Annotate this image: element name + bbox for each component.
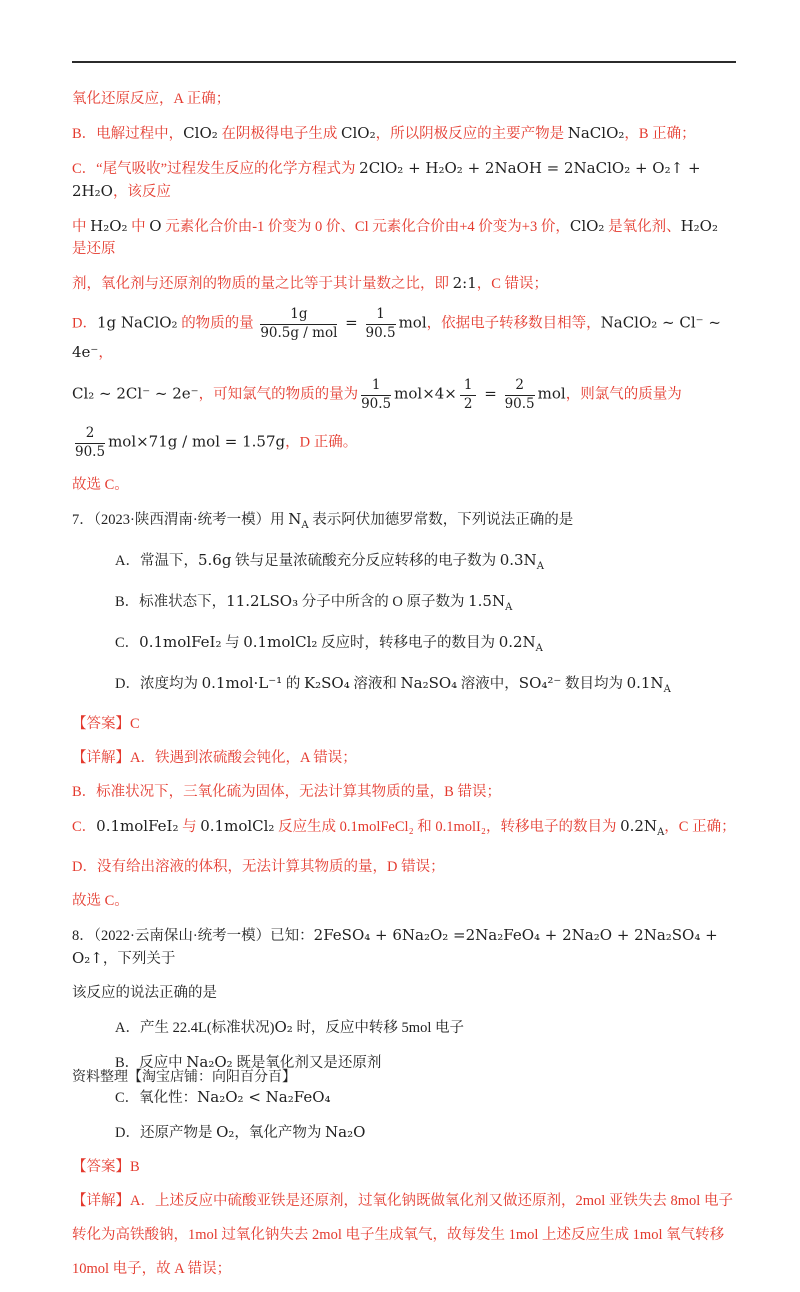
text-run: ClO₂ xyxy=(341,124,376,142)
text-run: ，可知氯气的物质的量为 xyxy=(198,386,359,403)
text-run: A xyxy=(657,827,665,839)
text-run: 0.1mol·L⁻¹ xyxy=(201,674,283,693)
text-run: ClO₂ xyxy=(183,124,218,142)
text-run: 1g NaClO₂ xyxy=(96,313,178,332)
q6-explain-a-end xyxy=(72,88,736,110)
text-run: B．反应中 xyxy=(115,1055,187,1072)
text-run: D．还原产物是 xyxy=(115,1125,217,1142)
text-run: mol xyxy=(398,313,427,332)
text-run: Na₂O₂ xyxy=(186,1053,233,1072)
text-run: ，下列关于 xyxy=(102,951,176,968)
fraction: $\frac{1}{2}$ xyxy=(460,378,477,412)
text-run: 2:1 xyxy=(452,274,477,292)
q7-option-a xyxy=(72,549,736,578)
text-run: K₂SO₄ xyxy=(303,674,350,693)
text-run: ，该反应 xyxy=(112,184,171,200)
q8-stem-line2 xyxy=(72,982,736,1004)
q7-explain-d xyxy=(72,856,736,878)
text-run: 【答案】C xyxy=(72,716,140,733)
text-run: B．标准状况下，三氧化硫为固体，无法计算其物质的量，B 错误； xyxy=(72,784,501,801)
text-run: 0.1molCl₂ xyxy=(200,817,275,836)
q8-explain-a-line3 xyxy=(72,1258,736,1280)
q6-explain-c-line1 xyxy=(72,157,736,203)
text-run: A xyxy=(301,520,309,532)
text-run: 元素化合价由-1 价变为 0 价、Cl 元素化合价由+4 价变为+3 价， xyxy=(161,219,570,235)
text-run: 剂，氧化剂与还原剂的物质的量之比等于其计量数之比，即 xyxy=(72,276,453,292)
text-run: ，C 正确； xyxy=(664,819,736,836)
q8-option-d xyxy=(72,1121,736,1144)
text-run: ，B 正确； xyxy=(624,126,696,142)
text-run: ，D 正确。 xyxy=(285,434,358,451)
text-run: 7．（2023·陕西渭南·统考一模）用 xyxy=(72,512,289,529)
text-run: H₂O₂ xyxy=(90,217,128,235)
q7-option-c xyxy=(72,631,736,660)
q7-conclusion xyxy=(72,890,736,912)
q7-explain-c xyxy=(72,815,736,844)
q8-explain-a-line1 xyxy=(72,1190,736,1212)
text-run: 反应时，转移电子的数目为 xyxy=(317,635,499,652)
text-run: 与 xyxy=(178,819,201,836)
text-run: Na₂SO₄ xyxy=(400,674,458,693)
text-run: 2ClO₂ + H₂O₂ + 2NaOH = 2NaClO₂ + O₂↑ + 2H₂O xyxy=(72,159,701,200)
q6-explain-c-line2 xyxy=(72,215,736,260)
text-run: A．产生 22.4L(标准状况) xyxy=(115,1020,275,1037)
text-run: B．电解过程中， xyxy=(72,126,184,142)
q8-option-c xyxy=(72,1086,736,1109)
text-run: A xyxy=(535,643,543,655)
q7-explain-b xyxy=(72,781,736,803)
text-run: 0.1N xyxy=(626,674,664,693)
text-run: ClO₂ xyxy=(569,217,605,235)
fraction: $\frac{2}{90.5}$ xyxy=(75,425,106,460)
text-run: 5.6g xyxy=(197,551,232,570)
text-run: ，则氯气的质量为 xyxy=(565,386,682,403)
text-run: 中 xyxy=(72,219,91,235)
q7-option-d xyxy=(72,672,736,701)
text-run: 1.5N xyxy=(468,592,506,611)
text-run: 氧化还原反应，A 正确； xyxy=(72,91,231,107)
text-run: ，依据电子转移数目相等， xyxy=(426,315,601,332)
text-run: 10mol 电子，故 A 错误； xyxy=(72,1261,232,1278)
q8-explain-a-line2 xyxy=(72,1224,736,1246)
text-run: A xyxy=(505,602,513,614)
text-run: 0.1molFeI₂ xyxy=(96,817,179,836)
q7-option-b xyxy=(72,590,736,619)
text-run: 铁与足量浓硫酸充分反应转移的电子数为 xyxy=(231,553,500,570)
q8-stem-line1 xyxy=(72,924,736,970)
text-run: 既是氧化剂又是还原剂 xyxy=(232,1055,382,1072)
text-run: 0.2N xyxy=(620,817,658,836)
text-run: 是氧化剂、 xyxy=(604,219,681,235)
text-run: 11.2LSO₃ xyxy=(226,592,299,611)
q8-option-a xyxy=(72,1016,736,1039)
text-run: mol×71g / mol = 1.57g xyxy=(108,432,286,451)
text-run: B．标准状态下， xyxy=(115,594,227,611)
q8-answer xyxy=(72,1156,736,1178)
text-run: 转化为高铁酸钠，1mol 过氧化钠失去 2mol 电子生成氧气，故每发生 1mol 上述反应生成 1mol 氧气转移 xyxy=(72,1227,725,1244)
text-run: 0.1molFeI₂ xyxy=(139,633,222,652)
text-run: 2FeSO₄ + 6Na₂O₂ =2Na₂FeO₄ + 2Na₂O + 2Na₂SO₄ + O₂↑ xyxy=(72,926,718,968)
text-run: D． xyxy=(72,315,97,332)
text-run: ， xyxy=(98,345,113,362)
text-run: 故选 C。 xyxy=(72,477,129,494)
text-run: Cl₂ ~ 2Cl⁻ ~ 2e⁻ xyxy=(72,384,199,403)
text-run: ，氧化产物为 xyxy=(234,1125,326,1142)
fraction: $\frac{1}{90.5}$ xyxy=(365,306,396,341)
fraction: $\frac{1}{90.5}$ xyxy=(361,377,392,412)
page-footer: 资料整理【淘宝店铺：向阳百分百】 xyxy=(72,1070,296,1085)
text-run: O xyxy=(149,217,162,235)
text-run: D．浓度均为 xyxy=(115,676,202,693)
text-run: 在阴极得电子生成 xyxy=(217,126,342,142)
document-body xyxy=(72,88,736,1292)
text-run: SO₄²⁻ xyxy=(518,674,562,693)
fraction: $\frac{2}{90.5}$ xyxy=(504,377,535,412)
text-run: NaClO₂ xyxy=(567,124,625,142)
text-run: = xyxy=(479,384,502,403)
text-run: mol×4× xyxy=(394,384,457,403)
text-run: H₂O₂ xyxy=(680,217,718,235)
text-run: ，C 错误； xyxy=(476,276,549,292)
text-run: O₂ xyxy=(216,1123,235,1142)
text-run: 【详解】A．铁遇到浓硫酸会钝化，A 错误； xyxy=(72,750,357,767)
q7-explain-a xyxy=(72,747,736,769)
text-run: 与 xyxy=(221,635,244,652)
text-run: 溶液中， xyxy=(457,676,519,693)
text-run: 的 xyxy=(282,676,304,693)
text-run: 时，反应中转移 5mol 电子 xyxy=(292,1020,464,1037)
text-run: 的物质的量 xyxy=(177,315,258,332)
text-run: mol xyxy=(537,384,566,403)
text-run: N xyxy=(288,510,302,529)
fraction: $\frac{1g}{\text{90.5g / mol}}$ xyxy=(260,306,338,341)
text-run: C．“尾气吸收”过程发生反应的化学方程式为 xyxy=(72,161,360,177)
text-run: Na₂O xyxy=(325,1123,366,1142)
q6-explain-b xyxy=(72,122,736,145)
text-run: A．常温下， xyxy=(115,553,198,570)
text-run: 数目均为 xyxy=(561,676,627,693)
text-run: 表示阿伏加德罗常数，下列说法正确的是 xyxy=(308,512,574,529)
header-rule xyxy=(72,61,736,63)
text-run: 0.1molCl₂ xyxy=(243,633,318,652)
text-run: 是还原 xyxy=(72,241,116,257)
text-run: 分子中所含的 O 原子数为 xyxy=(298,594,469,611)
text-run: O₂ xyxy=(274,1018,293,1037)
text-run: 0.3N xyxy=(499,551,537,570)
q6-explain-d-line2 xyxy=(72,378,736,412)
text-run: 故选 C。 xyxy=(72,893,129,910)
text-run: 中 xyxy=(127,219,150,235)
q6-explain-c-line3 xyxy=(72,272,736,295)
text-run: NaClO₂ ~ Cl⁻ ~ 4e⁻ xyxy=(72,313,721,362)
q6-explain-d-line3 xyxy=(72,426,736,460)
text-run: Na₂O₂ < Na₂FeO₄ xyxy=(197,1088,331,1107)
text-run: 溶液和 xyxy=(349,676,401,693)
text-run: 反应生成 0.1molFeCl₂ 和 0.1molI₂，转移电子的数目为 xyxy=(274,819,621,836)
q6-explain-d-line1 xyxy=(72,307,736,364)
text-run: D．没有给出溶液的体积，无法计算其物质的量，D 错误； xyxy=(72,859,445,876)
text-run: 【详解】A．上述反应中硫酸亚铁是还原剂，过氧化钠既做氧化剂又做还原剂，2mol 亚铁失去 8mol 电子 xyxy=(72,1193,733,1210)
q7-stem xyxy=(72,508,736,537)
text-run: C． xyxy=(72,819,97,836)
text-run: 该反应的说法正确的是 xyxy=(72,985,217,1002)
q7-answer xyxy=(72,713,736,735)
text-run: A xyxy=(663,684,671,696)
text-run: 0.2N xyxy=(498,633,536,652)
text-run: A xyxy=(536,561,544,573)
text-run: ，所以阴极反应的主要产物是 xyxy=(375,126,568,142)
text-run: C． xyxy=(115,635,140,652)
q6-conclusion xyxy=(72,474,736,496)
text-run: C．氧化性： xyxy=(115,1090,198,1107)
text-run: 8．（2022·云南保山·统考一模）已知： xyxy=(72,928,314,945)
text-run: = xyxy=(340,313,363,332)
text-run: 【答案】B xyxy=(72,1159,140,1176)
